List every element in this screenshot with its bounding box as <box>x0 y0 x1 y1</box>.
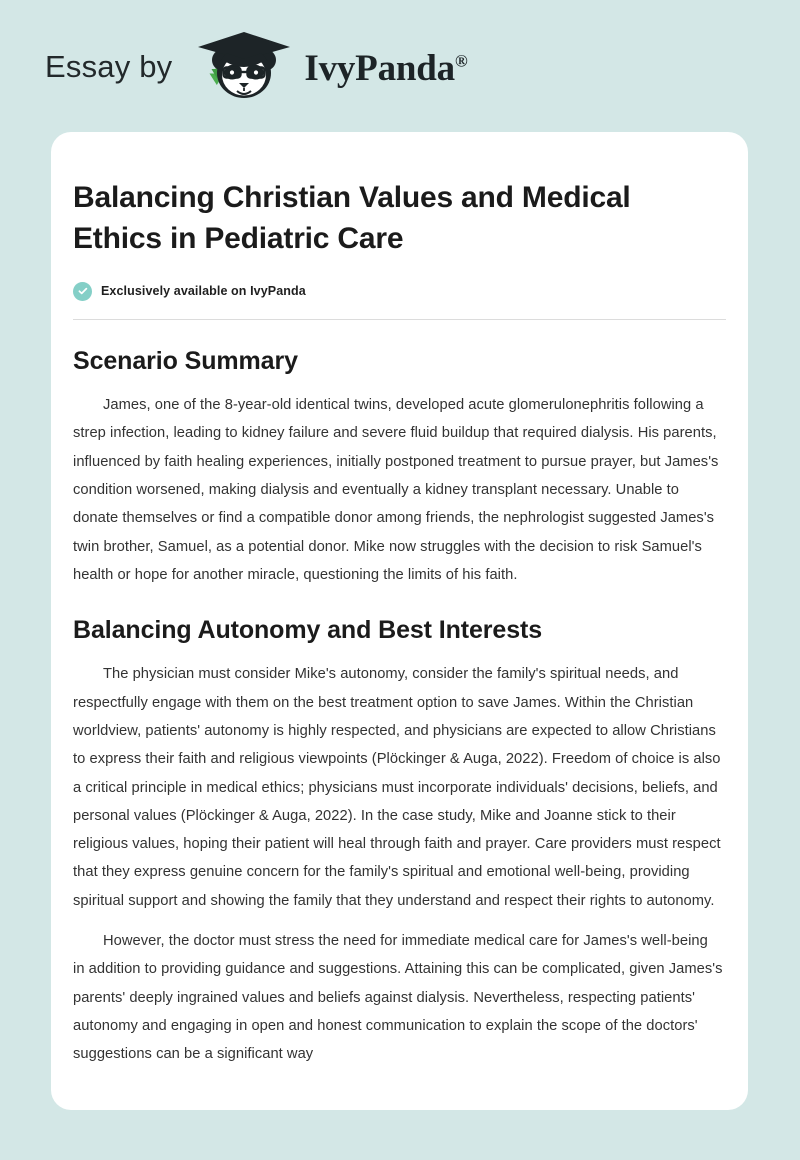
section-heading-scenario-summary: Scenario Summary <box>73 346 298 375</box>
brand-name-text: IvyPanda <box>304 47 455 89</box>
check-circle-icon <box>73 282 92 301</box>
section-paragraph: James, one of the 8-year-old identical twins, developed acute glomerulonephritis following a strep infection, leading to kidney failure and severe fluid buildup that required dialysis. His parents, influenced by faith healing experiences, initially postponed treatment to pursue prayer, but James's condition worsened, making dialysis and eventually a kidney transplant necessary. Unable to donate themselves or find a compatible donor among friends, the nephrologist suggested James's twin brother, Samuel, as a potential donor. Mike now struggles with the decision to risk Samuel's health or hope for another miracle, questioning the limits of his faith. <box>73 397 719 583</box>
essay-document-card <box>51 132 748 1110</box>
page-title: Balancing Christian Values and Medical Ethics in Pediatric Care <box>73 181 631 256</box>
panda-graduate-logo-icon <box>190 28 304 104</box>
section-heading-balancing-autonomy-and-best-interests: Balancing Autonomy and Best Interests <box>73 616 543 645</box>
header-divider <box>73 319 726 320</box>
status-badge <box>73 282 726 301</box>
registered-trademark-symbol: ® <box>454 51 468 71</box>
essay-by-label: Essay by <box>45 48 173 84</box>
brand-header <box>0 0 800 132</box>
ivypanda-wordmark <box>304 47 468 89</box>
ivypanda-logo-link[interactable] <box>190 28 467 104</box>
status-badge-label: Exclusively available on IvyPanda <box>101 284 306 299</box>
section-paragraph: However, the doctor must stress the need for immediate medical care for James's well-being in addition to providing guidance and suggestions. Attaining this can be complicated, given James's parents' deeply ingrained values and beliefs against dialysis. Nevertheless, respecting patients' autonomy and engaging in open and honest communication to explain the scope of the doctors' suggestions can be a significant way <box>73 933 723 1063</box>
section-paragraph: The physician must consider Mike's autonomy, consider the family's spiritual needs, and respectfully engage with them on the best treatment option to save James. Within the Christian worldview, patients' autonomy is highly respected, and physicians are expected to allow Christians to express their faith and religious viewpoints (Plöckinger & Auga, 2022). Freedom of choice is also a critical principle in medical ethics; physicians must incorporate individuals' decisions, beliefs, and personal values (Plöckinger & Auga, 2022). In the case study, Mike and Joanne stick to their religious values, hoping their patient will heal through faith and prayer. Care providers must respect that they express genuine concern for the family's spiritual and emotional well-being, providing spiritual support and showing the family that they understand and respect their rights to autonomy. <box>73 666 721 909</box>
